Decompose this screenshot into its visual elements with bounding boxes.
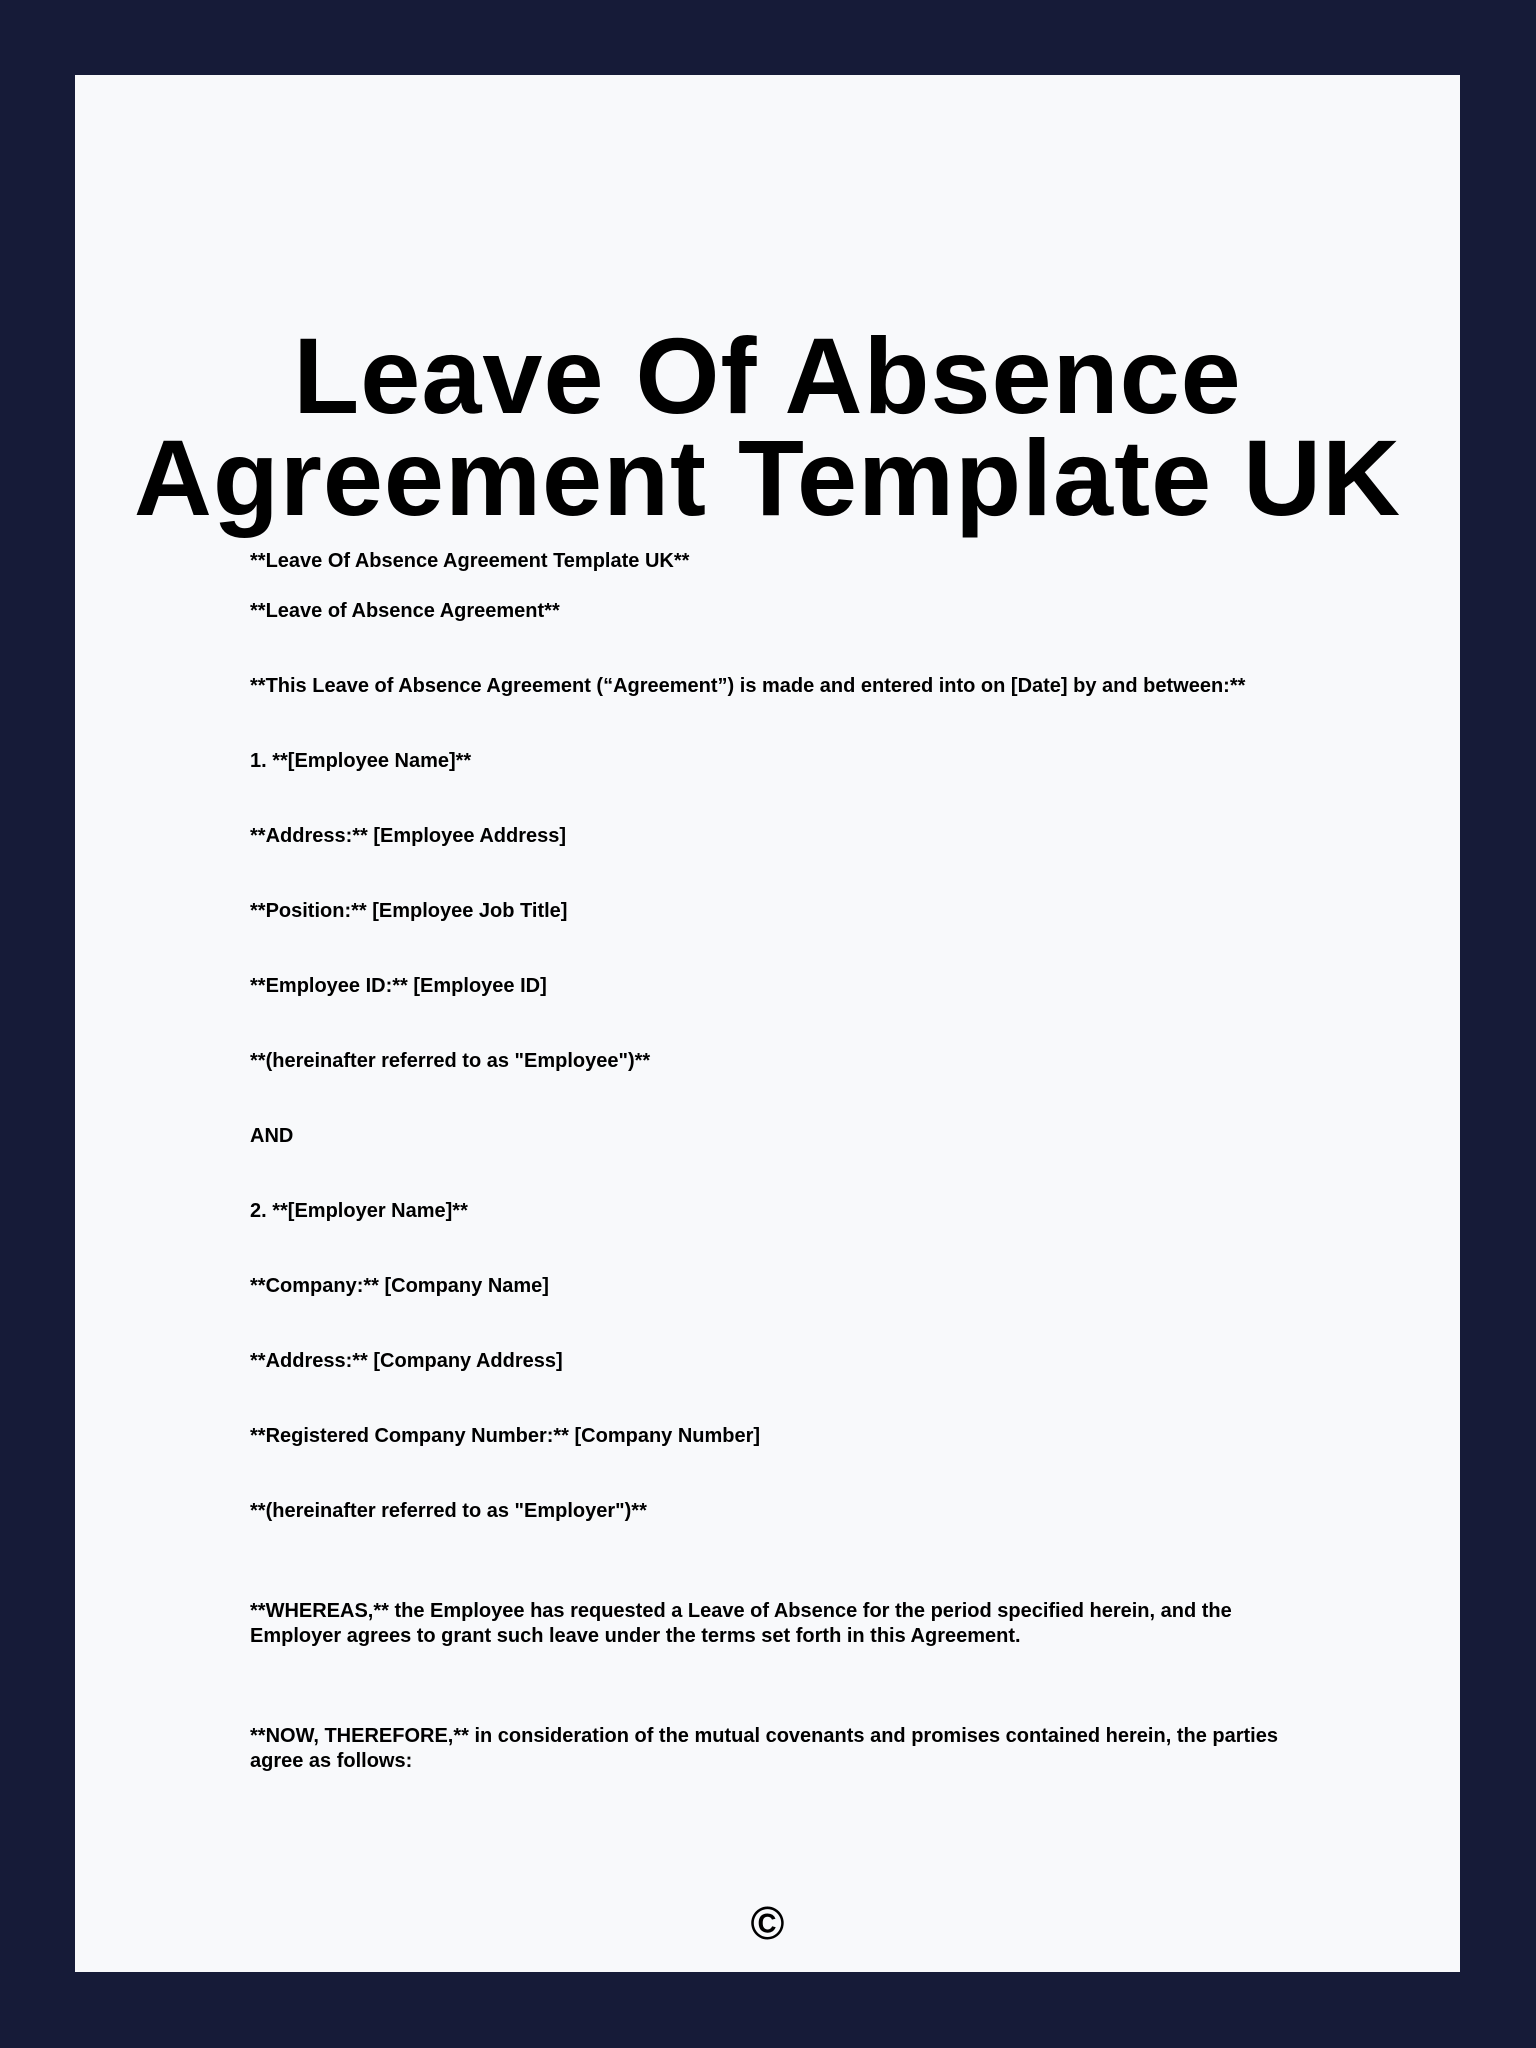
employer-name: 2. **[Employer Name]** xyxy=(250,1200,468,1222)
subtitle-heading: **Leave Of Absence Agreement Template UK** xyxy=(250,550,690,572)
employer-reference: **(hereinafter referred to as "Employer")** xyxy=(250,1500,647,1522)
agreement-heading: **Leave of Absence Agreement** xyxy=(250,600,560,622)
employee-address: **Address:** [Employee Address] xyxy=(250,825,567,847)
employee-name: 1. **[Employee Name]** xyxy=(250,750,472,772)
copyright-symbol: © xyxy=(750,1897,785,1949)
employee-position: **Position:** [Employee Job Title] xyxy=(250,900,568,922)
employee-reference: **(hereinafter referred to as "Employee")** xyxy=(250,1050,651,1072)
employer-company-number: **Registered Company Number:** [Company Number] xyxy=(250,1425,761,1447)
employee-id: **Employee ID:** [Employee ID] xyxy=(250,975,547,997)
title-line-2: Agreement Template UK xyxy=(133,417,1402,538)
intro-paragraph: **This Leave of Absence Agreement (“Agreement”) is made and entered into on [Date] by and between:** xyxy=(250,675,1246,697)
employer-company: **Company:** [Company Name] xyxy=(250,1275,549,1297)
document-title xyxy=(75,315,1460,538)
employer-address: **Address:** [Company Address] xyxy=(250,1350,563,1372)
document-page xyxy=(75,75,1460,1972)
now-therefore-paragraph: **NOW, THEREFORE,** in consideration of the mutual covenants and promises contained herein, the parties agree as follows: xyxy=(250,1725,1278,1772)
whereas-paragraph: **WHEREAS,** the Employee has requested a Leave of Absence for the period specified herein, and the Employer agrees to grant such leave under the terms set forth in this Agreement. xyxy=(250,1600,1232,1647)
title-line-1: Leave Of Absence xyxy=(293,315,1242,436)
and-separator: AND xyxy=(250,1125,294,1147)
